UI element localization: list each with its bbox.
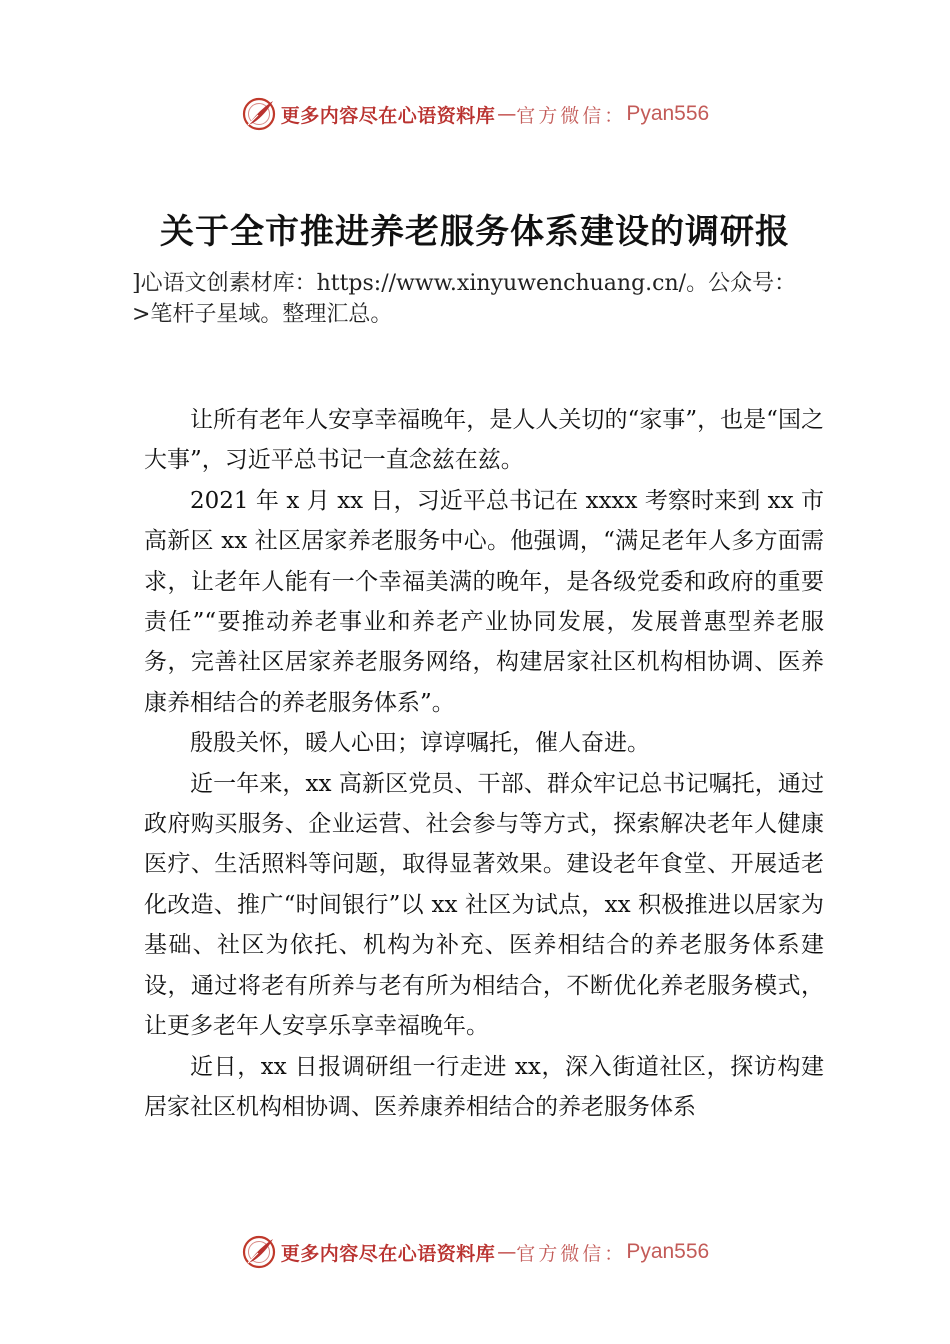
body-paragraph: 殷殷关怀，暖人心田；谆谆嘱托，催人奋进。: [190, 730, 650, 757]
banner-dash: —: [497, 103, 515, 125]
footer-watermark-banner: [0, 1230, 950, 1274]
banner-text: [281, 1239, 709, 1266]
source-line-1: ]心语文创素材库：https://www.xinyuwenchuang.cn/。公众号：: [132, 271, 797, 296]
banner-dash: —: [497, 1241, 515, 1263]
source-line-2: >笔杆子星域。整理汇总。: [132, 302, 393, 327]
body-paragraph: 2021 年 x 月 xx 日，习近平总书记在 xxxx 考察时来到 xx 市高新区 xx 社区居家养老服务中心。他强调，“满足老年人多方面需求，让老年人能有一个幸福美满的晚年，是各级党委和政府的重要责任”“要推动养老事业和养老产业协同发展，发展普惠型养老服务，完善社区居家养老服务网络，构建居家社区机构相协调、医养康养相结合的养老服务体系”。: [144, 487, 824, 716]
source-note: [132, 268, 872, 330]
header-watermark-banner: [0, 92, 950, 136]
banner-official-label: 官方微信：: [516, 1242, 627, 1265]
body-paragraph: 让所有老年人安享幸福晚年，是人人关切的“家事”，也是“国之大事”，习近平总书记一直念兹在兹。: [144, 407, 824, 474]
body-paragraph: 近日，xx 日报调研组一行走进 xx，深入街道社区，探访构建居家社区机构相协调、医养康养相结合的养老服务体系: [144, 1053, 824, 1120]
banner-wechat-id: Pyan556: [626, 1240, 710, 1263]
banner-official-label: 官方微信：: [516, 104, 627, 127]
body-paragraph: 近一年来，xx 高新区党员、干部、群众牢记总书记嘱托，通过政府购买服务、企业运营、社会参与等方式，探索解决老年人健康医疗、生活照料等问题，取得显著效果。建设老年食堂、开展适老化改造、推广“时间银行”以 xx 社区为试点，xx 积极推进以居家为基础、社区为依托、机构为补充、医养相结合的养老服务体系建设，通过将老有所养与老有所为相结合，不断优化养老服务模式，让更多老年人安享乐享幸福晚年。: [144, 770, 824, 1040]
document-body: [144, 400, 824, 1127]
quill-logo-icon: [241, 96, 277, 132]
banner-wechat-id: Pyan556: [626, 102, 710, 125]
document-title: 关于全市推进养老服务体系建设的调研报: [160, 212, 790, 252]
banner-text: [281, 101, 709, 128]
banner-lead-text: 更多内容尽在心语资料库: [280, 104, 496, 127]
quill-logo-icon: [241, 1234, 277, 1270]
banner-lead-text: 更多内容尽在心语资料库: [280, 1242, 496, 1265]
